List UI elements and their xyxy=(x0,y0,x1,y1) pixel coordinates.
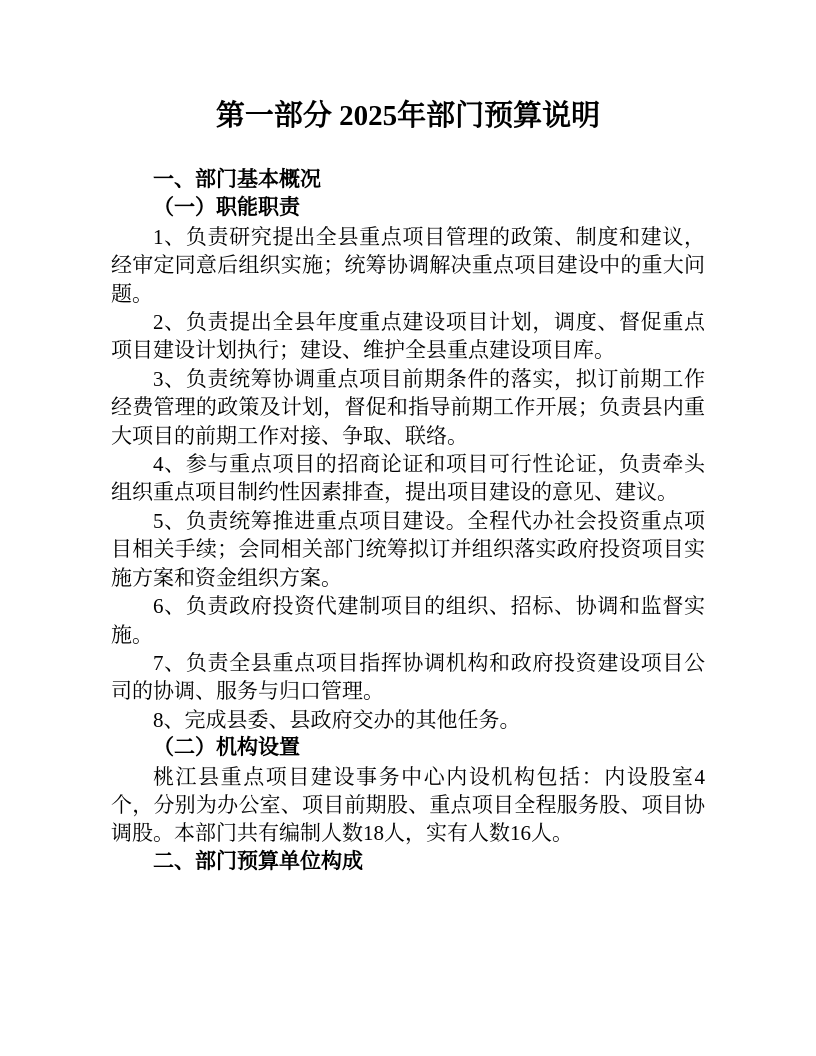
subsection-heading-functions: （一）职能职责 xyxy=(153,196,300,220)
document-title: 第一部分 2025年部门预算说明 xyxy=(215,100,601,132)
section-heading-1: 一、部门基本概况 xyxy=(153,168,321,191)
section-heading-2: 二、部门预算单位构成 xyxy=(153,849,363,873)
paragraph-duty-7: 7、负责全县重点项目指挥协调机构和政府投资建设项目公司的协调、服务与归口管理。 xyxy=(111,650,705,704)
paragraph-duty-1: 1、负责研究提出全县重点项目管理的政策、制度和建议，经审定同意后组织实施；统筹协调解决重点项目建设中的重大问题。 xyxy=(111,224,705,306)
paragraph-organization: 桃江县重点项目建设事务中心内设机构包括：内设股室4个，分别为办公室、项目前期股、重点项目全程服务股、项目协调股。本部门共有编制人数18人，实有人数16人。 xyxy=(111,764,705,846)
subsection-heading-organization: （二）机构设置 xyxy=(153,736,300,760)
paragraph-duty-4: 4、参与重点项目的招商论证和项目可行性论证，负责牵头组织重点项目制约性因素排查，提出项目建设的意见、建议。 xyxy=(111,452,705,505)
document-content xyxy=(111,96,705,876)
paragraph-duty-5: 5、负责统筹推进重点项目建设。全程代办社会投资重点项目相关手续；会同相关部门统筹拟订并组织落实政府投资项目实施方案和资金组织方案。 xyxy=(111,508,705,590)
paragraph-duty-2: 2、负责提出全县年度重点建设项目计划，调度、督促重点项目建设计划执行；建设、维护全县重点建设项目库。 xyxy=(111,310,705,363)
paragraph-duty-3: 3、负责统筹协调重点项目前期条件的落实，拟订前期工作经费管理的政策及计划，督促和指导前期工作开展；负责县内重大项目的前期工作对接、争取、联络。 xyxy=(111,366,705,448)
paragraph-duty-6: 6、负责政府投资代建制项目的组织、招标、协调和监督实施。 xyxy=(111,594,705,647)
paragraph-duty-8: 8、完成县委、县政府交办的其他任务。 xyxy=(153,707,521,732)
